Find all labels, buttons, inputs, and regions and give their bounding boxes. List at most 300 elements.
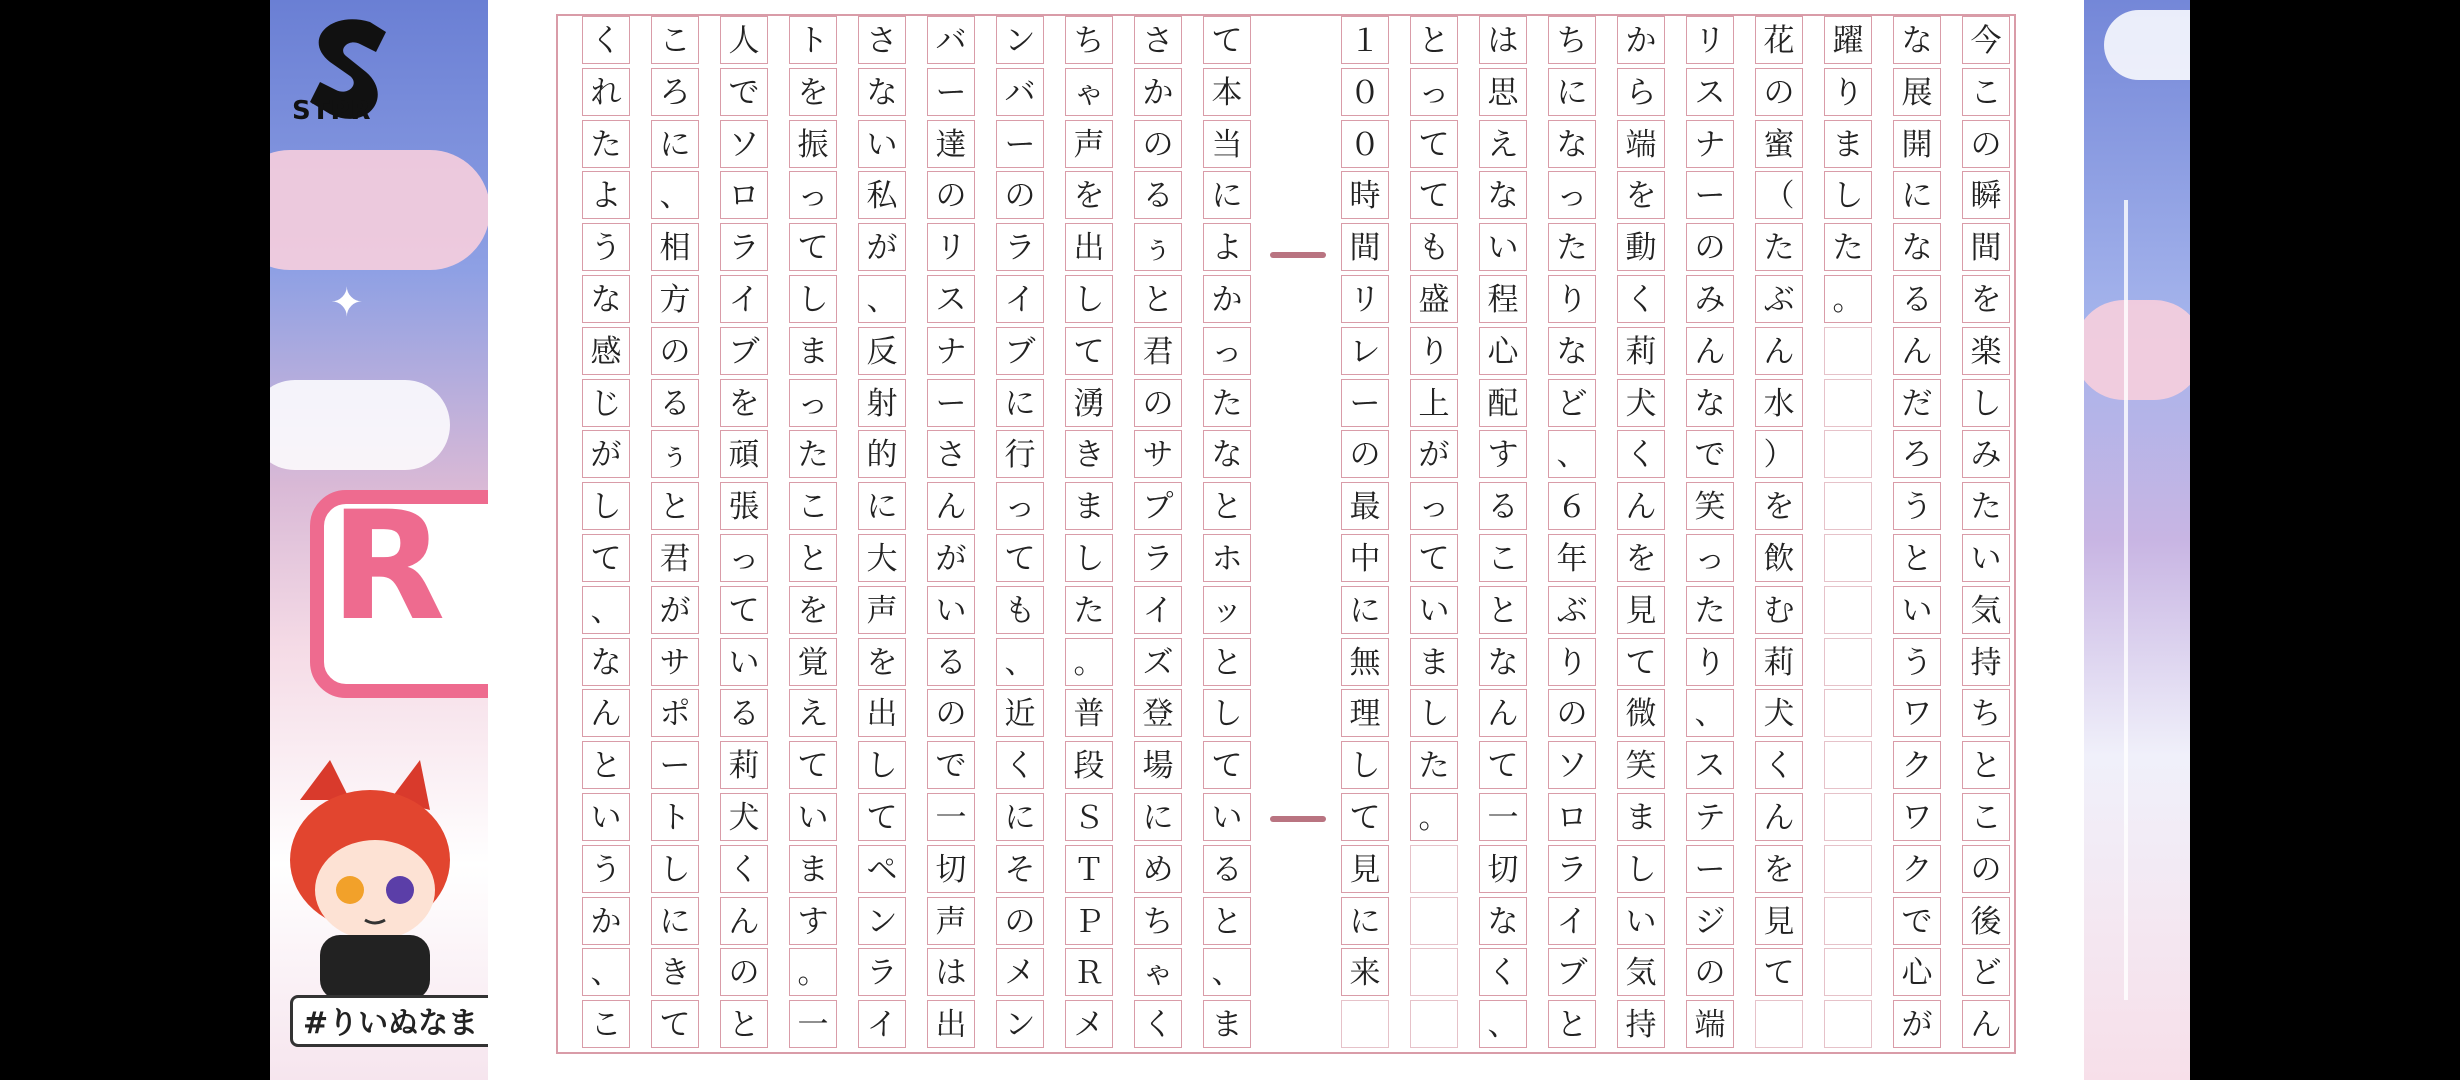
manuscript-cell: か	[1134, 68, 1182, 116]
manuscript-cell: る	[651, 379, 699, 427]
manuscript-column	[1755, 16, 1807, 1052]
manuscript-cell: っ	[1410, 482, 1458, 530]
manuscript-cell: 持	[1962, 638, 2010, 686]
manuscript-cell: 今	[1962, 16, 2010, 64]
manuscript-cell: う	[582, 223, 630, 271]
manuscript-cell: に	[996, 379, 1044, 427]
cloud-decoration	[270, 150, 488, 270]
manuscript-cell: て	[1410, 534, 1458, 582]
manuscript-cell: ス	[1686, 68, 1734, 116]
manuscript-cell: イ	[720, 275, 768, 323]
manuscript-cell: ー	[1341, 379, 1389, 427]
manuscript-cell: な	[1893, 16, 1941, 64]
manuscript-cell: の	[1134, 379, 1182, 427]
manuscript-cell	[1824, 379, 1872, 427]
manuscript-cell: ン	[996, 1000, 1044, 1048]
manuscript-cell	[1410, 1000, 1458, 1048]
manuscript-cell: っ	[996, 482, 1044, 530]
manuscript-cell: み	[1686, 275, 1734, 323]
manuscript-cell: し	[1065, 275, 1113, 323]
manuscript-cell: イ	[858, 1000, 906, 1048]
manuscript-cell: 覚	[789, 638, 837, 686]
manuscript-cell: か	[582, 897, 630, 945]
manuscript-cell: ち	[1962, 689, 2010, 737]
manuscript-cell: が	[651, 586, 699, 634]
manuscript-cell: 水	[1755, 379, 1803, 427]
manuscript-cell: る	[1893, 275, 1941, 323]
manuscript-cell: た	[1962, 482, 2010, 530]
manuscript-cell: ブ	[1548, 948, 1596, 996]
manuscript-cell: 犬	[1755, 689, 1803, 737]
manuscript-column	[582, 16, 634, 1052]
manuscript-cell: の	[1548, 689, 1596, 737]
manuscript-cell: て	[1755, 948, 1803, 996]
manuscript-cell: 声	[927, 897, 975, 945]
manuscript-cell: ジ	[1686, 897, 1734, 945]
manuscript-cell: む	[1755, 586, 1803, 634]
manuscript-cell: て	[789, 741, 837, 789]
manuscript-cell: 見	[1341, 845, 1389, 893]
manuscript-cell: た	[582, 120, 630, 168]
manuscript-cell: を	[1617, 171, 1665, 219]
light-pillar-decoration	[2124, 200, 2128, 1000]
manuscript-cell: の	[1686, 948, 1734, 996]
manuscript-cell: ぅ	[1134, 223, 1182, 271]
manuscript-cell: 近	[996, 689, 1044, 737]
manuscript-cell: う	[1893, 482, 1941, 530]
stpr-logo-text: STPR	[292, 96, 372, 126]
manuscript-cell: ん	[720, 897, 768, 945]
manuscript-cell: え	[1479, 120, 1527, 168]
manuscript-cell: 躍	[1824, 16, 1872, 64]
manuscript-cell: 人	[720, 16, 768, 64]
manuscript-cell: ポ	[651, 689, 699, 737]
manuscript-cell: ペ	[858, 845, 906, 893]
manuscript-cell: サ	[1134, 430, 1182, 478]
manuscript-cell: レ	[1341, 327, 1389, 375]
manuscript-cell: て	[1479, 741, 1527, 789]
manuscript-cell: ろ	[1893, 430, 1941, 478]
manuscript-cell: と	[1203, 482, 1251, 530]
manuscript-cell: し	[651, 845, 699, 893]
manuscript-cell: に	[1134, 793, 1182, 841]
manuscript-cell: と	[1479, 586, 1527, 634]
manuscript-cell: 君	[651, 534, 699, 582]
manuscript-column	[1134, 16, 1186, 1052]
manuscript-column	[1617, 16, 1669, 1052]
manuscript-cell: が	[1410, 430, 1458, 478]
manuscript-cell: を	[720, 379, 768, 427]
manuscript-cell: い	[1617, 897, 1665, 945]
manuscript-cell: イ	[1134, 586, 1182, 634]
manuscript-cell: 端	[1686, 1000, 1734, 1048]
manuscript-cell: ん	[1479, 689, 1527, 737]
manuscript-cell: ん	[1755, 793, 1803, 841]
manuscript-cell	[1410, 897, 1458, 945]
manuscript-cell: て	[1203, 16, 1251, 64]
manuscript-cell: バ	[996, 68, 1044, 116]
manuscript-cell: ブ	[996, 327, 1044, 375]
manuscript-cell: 声	[858, 586, 906, 634]
manuscript-cell	[1824, 327, 1872, 375]
manuscript-cell: 年	[1548, 534, 1596, 582]
manuscript-cell: な	[1893, 223, 1941, 271]
manuscript-cell	[1824, 1000, 1872, 1048]
manuscript-cell: の	[720, 948, 768, 996]
manuscript-cell: は	[1479, 16, 1527, 64]
manuscript-cell: て	[858, 793, 906, 841]
manuscript-cell: ち	[1065, 16, 1113, 64]
manuscript-cell: 時	[1341, 171, 1389, 219]
manuscript-cell: く	[720, 845, 768, 893]
manuscript-cell: 感	[582, 327, 630, 375]
manuscript-cell: こ	[1479, 534, 1527, 582]
manuscript-cell: と	[1410, 16, 1458, 64]
manuscript-cell: く	[1617, 430, 1665, 478]
manuscript-cell: く	[582, 16, 630, 64]
manuscript-cell: め	[1134, 845, 1182, 893]
manuscript-cell: が	[582, 430, 630, 478]
manuscript-column	[858, 16, 910, 1052]
manuscript-cell: 段	[1065, 741, 1113, 789]
manuscript-cell: 犬	[1617, 379, 1665, 427]
manuscript-cell: る	[1479, 482, 1527, 530]
manuscript-cell: 最	[1341, 482, 1389, 530]
manuscript-cell: ホ	[1203, 534, 1251, 582]
manuscript-cell: そ	[996, 845, 1044, 893]
manuscript-cell: の	[1755, 68, 1803, 116]
manuscript-cell: さ	[1134, 16, 1182, 64]
manuscript-cell: も	[1410, 223, 1458, 271]
manuscript-cell: き	[1065, 430, 1113, 478]
manuscript-cell: し	[1341, 741, 1389, 789]
manuscript-cell	[1410, 948, 1458, 996]
manuscript-cell: １	[1341, 16, 1389, 64]
manuscript-cell: ズ	[1134, 638, 1182, 686]
manuscript-cell: 相	[651, 223, 699, 271]
manuscript-cell: の	[1962, 845, 2010, 893]
manuscript-cell: ス	[1686, 741, 1734, 789]
manuscript-cell: ん	[582, 689, 630, 737]
manuscript-cell: 君	[1134, 327, 1182, 375]
manuscript-cell: 。	[789, 948, 837, 996]
manuscript-cell	[1824, 897, 1872, 945]
manuscript-cell: 。	[1065, 638, 1113, 686]
manuscript-cell: 飲	[1755, 534, 1803, 582]
manuscript-cell: こ	[651, 16, 699, 64]
manuscript-cell: （	[1755, 171, 1803, 219]
right-decoration-panel	[2084, 0, 2190, 1080]
manuscript-cell: バ	[927, 16, 975, 64]
manuscript-cell	[1824, 586, 1872, 634]
manuscript-cell: を	[789, 68, 837, 116]
manuscript-cell: 。	[1410, 793, 1458, 841]
manuscript-cell: す	[1479, 430, 1527, 478]
manuscript-cell: た	[1824, 223, 1872, 271]
manuscript-cell: ど	[1548, 379, 1596, 427]
manuscript-cell: し	[1617, 845, 1665, 893]
manuscript-cell: 切	[1479, 845, 1527, 893]
manuscript-cell: 楽	[1962, 327, 2010, 375]
manuscript-cell: て	[789, 223, 837, 271]
manuscript-cell: っ	[1410, 68, 1458, 116]
manuscript-cell: 、	[1686, 689, 1734, 737]
manuscript-cell: り	[1548, 638, 1596, 686]
manuscript-cell	[1824, 638, 1872, 686]
manuscript-cell: と	[1962, 741, 2010, 789]
manuscript-cell	[1824, 741, 1872, 789]
manuscript-cell: し	[582, 482, 630, 530]
manuscript-cell	[1824, 948, 1872, 996]
manuscript-cell: Ｒ	[1065, 948, 1113, 996]
manuscript-cell: サ	[651, 638, 699, 686]
manuscript-cell: ワ	[1893, 793, 1941, 841]
manuscript-cell: こ	[582, 1000, 630, 1048]
manuscript-cell: 一	[789, 1000, 837, 1048]
manuscript-cell: た	[1548, 223, 1596, 271]
manuscript-cell: 配	[1479, 379, 1527, 427]
manuscript-cell: か	[1203, 275, 1251, 323]
manuscript-column	[1893, 16, 1945, 1052]
manuscript-column	[1962, 16, 2014, 1052]
manuscript-cell: う	[1893, 638, 1941, 686]
manuscript-cell: ー	[927, 68, 975, 116]
manuscript-column	[996, 16, 1048, 1052]
manuscript-cell: み	[1962, 430, 2010, 478]
manuscript-cell: く	[1755, 741, 1803, 789]
video-frame	[270, 0, 2190, 1080]
manuscript-cell: に	[651, 897, 699, 945]
manuscript-cell: ま	[1065, 482, 1113, 530]
manuscript-column	[1824, 16, 1876, 1052]
manuscript-cell: こ	[1962, 68, 2010, 116]
manuscript-cell: し	[1203, 689, 1251, 737]
manuscript-cell: ん	[1962, 1000, 2010, 1048]
manuscript-cell: り	[1410, 327, 1458, 375]
manuscript-cell: な	[582, 275, 630, 323]
manuscript-cell: 出	[1065, 223, 1113, 271]
manuscript-cell: ゃ	[1065, 68, 1113, 116]
manuscript-cell: ん	[1686, 327, 1734, 375]
manuscript-cell: し	[1824, 171, 1872, 219]
manuscript-cell: て	[1410, 120, 1458, 168]
manuscript-column	[720, 16, 772, 1052]
manuscript-cell	[1824, 793, 1872, 841]
manuscript-cell: ト	[651, 793, 699, 841]
manuscript-cell: た	[1755, 223, 1803, 271]
manuscript-cell: 来	[1341, 948, 1389, 996]
manuscript-cell: 、	[858, 275, 906, 323]
manuscript-cell: の	[1341, 430, 1389, 478]
manuscript-cell: 大	[858, 534, 906, 582]
manuscript-cell: い	[1893, 586, 1941, 634]
left-decoration-panel	[270, 0, 488, 1080]
manuscript-cell: 出	[858, 689, 906, 737]
manuscript-cell: 展	[1893, 68, 1941, 116]
manuscript-cell: 動	[1617, 223, 1665, 271]
manuscript-column	[1203, 16, 1255, 1052]
manuscript-cell: る	[927, 638, 975, 686]
manuscript-cell: ー	[651, 741, 699, 789]
manuscript-cell: ６	[1548, 482, 1596, 530]
manuscript-cell: な	[1479, 171, 1527, 219]
manuscript-cell: い	[1203, 793, 1251, 841]
manuscript-cell: ん	[1755, 327, 1803, 375]
manuscript-cell: と	[789, 534, 837, 582]
manuscript-cell: 瞬	[1962, 171, 2010, 219]
manuscript-cell: こ	[1962, 793, 2010, 841]
manuscript-cell: る	[720, 689, 768, 737]
manuscript-cell: く	[1134, 1000, 1182, 1048]
manuscript-cell: ま	[1824, 120, 1872, 168]
manuscript-cell: の	[651, 327, 699, 375]
manuscript-cell: の	[1686, 223, 1734, 271]
cloud-decoration	[2084, 300, 2190, 400]
manuscript-cell: ち	[1134, 897, 1182, 945]
manuscript-cell: な	[1203, 430, 1251, 478]
manuscript-cell: 張	[720, 482, 768, 530]
manuscript-cell: 行	[996, 430, 1044, 478]
manuscript-cell: を	[1065, 171, 1113, 219]
manuscript-cell: 当	[1203, 120, 1251, 168]
manuscript-cell: 、	[1548, 430, 1596, 478]
manuscript-cell: く	[996, 741, 1044, 789]
manuscript-cell: ク	[1893, 845, 1941, 893]
manuscript-cell: ろ	[651, 68, 699, 116]
manuscript-cell: っ	[1203, 327, 1251, 375]
manuscript-cell: れ	[582, 68, 630, 116]
manuscript-cell: 登	[1134, 689, 1182, 737]
manuscript-cell: 一	[1479, 793, 1527, 841]
manuscript-cell: ソ	[1548, 741, 1596, 789]
manuscript-cell: い	[1479, 223, 1527, 271]
manuscript-cell: ゃ	[1134, 948, 1182, 996]
manuscript-cell: い	[858, 120, 906, 168]
manuscript-cell: て	[996, 534, 1044, 582]
manuscript-cell: メ	[996, 948, 1044, 996]
manuscript-cell: リ	[927, 223, 975, 271]
manuscript-cell: ロ	[720, 171, 768, 219]
manuscript-cell: 心	[1893, 948, 1941, 996]
manuscript-cell: 笑	[1617, 741, 1665, 789]
manuscript-column	[1410, 16, 1462, 1052]
manuscript-cell: て	[720, 586, 768, 634]
manuscript-cell: し	[1065, 534, 1113, 582]
manuscript-column	[1341, 16, 1393, 1052]
manuscript-cell	[1341, 1000, 1389, 1048]
manuscript-cell: な	[1479, 638, 1527, 686]
manuscript-cell: ん	[927, 482, 975, 530]
manuscript-cell: ー	[996, 120, 1044, 168]
manuscript-cell	[1824, 430, 1872, 478]
manuscript-cell: 、	[996, 638, 1044, 686]
manuscript-cell: 莉	[1755, 638, 1803, 686]
manuscript-cell: ソ	[720, 120, 768, 168]
manuscript-cell: 声	[1065, 120, 1113, 168]
manuscript-cell: だ	[1893, 379, 1941, 427]
manuscript-cell: に	[858, 482, 906, 530]
manuscript-cell: 切	[927, 845, 975, 893]
manuscript-cell: ク	[1893, 741, 1941, 789]
manuscript-cell: し	[1410, 689, 1458, 737]
manuscript-cell: 、	[1203, 948, 1251, 996]
manuscript-cell: よ	[582, 171, 630, 219]
manuscript-cell: 反	[858, 327, 906, 375]
manuscript-cell: に	[1893, 171, 1941, 219]
manuscript-cell: を	[1755, 482, 1803, 530]
manuscript-cell: 莉	[1617, 327, 1665, 375]
manuscript-cell: し	[858, 741, 906, 789]
manuscript-cell: い	[720, 638, 768, 686]
manuscript-cell	[1824, 482, 1872, 530]
manuscript-cell: ー	[927, 379, 975, 427]
manuscript-cell: よ	[1203, 223, 1251, 271]
manuscript-cell: ッ	[1203, 586, 1251, 634]
manuscript-cell: の	[996, 171, 1044, 219]
manuscript-cell: 後	[1962, 897, 2010, 945]
manuscript-cell: い	[789, 793, 837, 841]
manuscript-cell: 、	[1479, 1000, 1527, 1048]
manuscript-cell: ０	[1341, 68, 1389, 116]
manuscript-cell: ン	[996, 16, 1044, 64]
manuscript-cell: っ	[1548, 171, 1596, 219]
manuscript-cell: テ	[1686, 793, 1734, 841]
manuscript-cell: っ	[789, 171, 837, 219]
manuscript-cell: ん	[1617, 482, 1665, 530]
manuscript-cell: ロ	[1548, 793, 1596, 841]
manuscript-cell: ン	[858, 897, 906, 945]
manuscript-cell: に	[1341, 586, 1389, 634]
manuscript-cell: の	[996, 897, 1044, 945]
sparkle-icon: ✦	[330, 280, 364, 326]
manuscript-cell: じ	[582, 379, 630, 427]
manuscript-cell: い	[1962, 534, 2010, 582]
manuscript-column	[1065, 16, 1117, 1052]
manuscript-cell: 思	[1479, 68, 1527, 116]
manuscript-cell: と	[582, 741, 630, 789]
manuscript-cell: か	[1617, 16, 1665, 64]
manuscript-cell: も	[996, 586, 1044, 634]
manuscript-cell: い	[582, 793, 630, 841]
manuscript-cell: 湧	[1065, 379, 1113, 427]
manuscript-cell: が	[858, 223, 906, 271]
manuscript-cell: て	[1341, 793, 1389, 841]
manuscript-cell: イ	[996, 275, 1044, 323]
manuscript-cell: て	[1410, 171, 1458, 219]
manuscript-column	[1479, 16, 1531, 1052]
manuscript-cell: 、	[582, 948, 630, 996]
manuscript-cell: く	[1617, 275, 1665, 323]
manuscript-cell: 頑	[720, 430, 768, 478]
manuscript-cell: な	[1548, 327, 1596, 375]
manuscript-cell: い	[927, 586, 975, 634]
manuscript-cell: っ	[720, 534, 768, 582]
manuscript-cell: ぶ	[1548, 586, 1596, 634]
manuscript-cell: 程	[1479, 275, 1527, 323]
manuscript-cell: リ	[1341, 275, 1389, 323]
manuscript-cell: と	[1203, 897, 1251, 945]
manuscript-cell: っ	[789, 379, 837, 427]
manuscript-cell: と	[651, 482, 699, 530]
manuscript-cell	[1755, 1000, 1803, 1048]
manuscript-cell: ー	[1686, 845, 1734, 893]
cloud-decoration	[2104, 10, 2190, 80]
manuscript-cell: な	[1548, 120, 1596, 168]
manuscript-cell: 本	[1203, 68, 1251, 116]
manuscript-cell: 、	[651, 171, 699, 219]
manuscript-cell: ナ	[927, 327, 975, 375]
manuscript-cell: ま	[1617, 793, 1665, 841]
